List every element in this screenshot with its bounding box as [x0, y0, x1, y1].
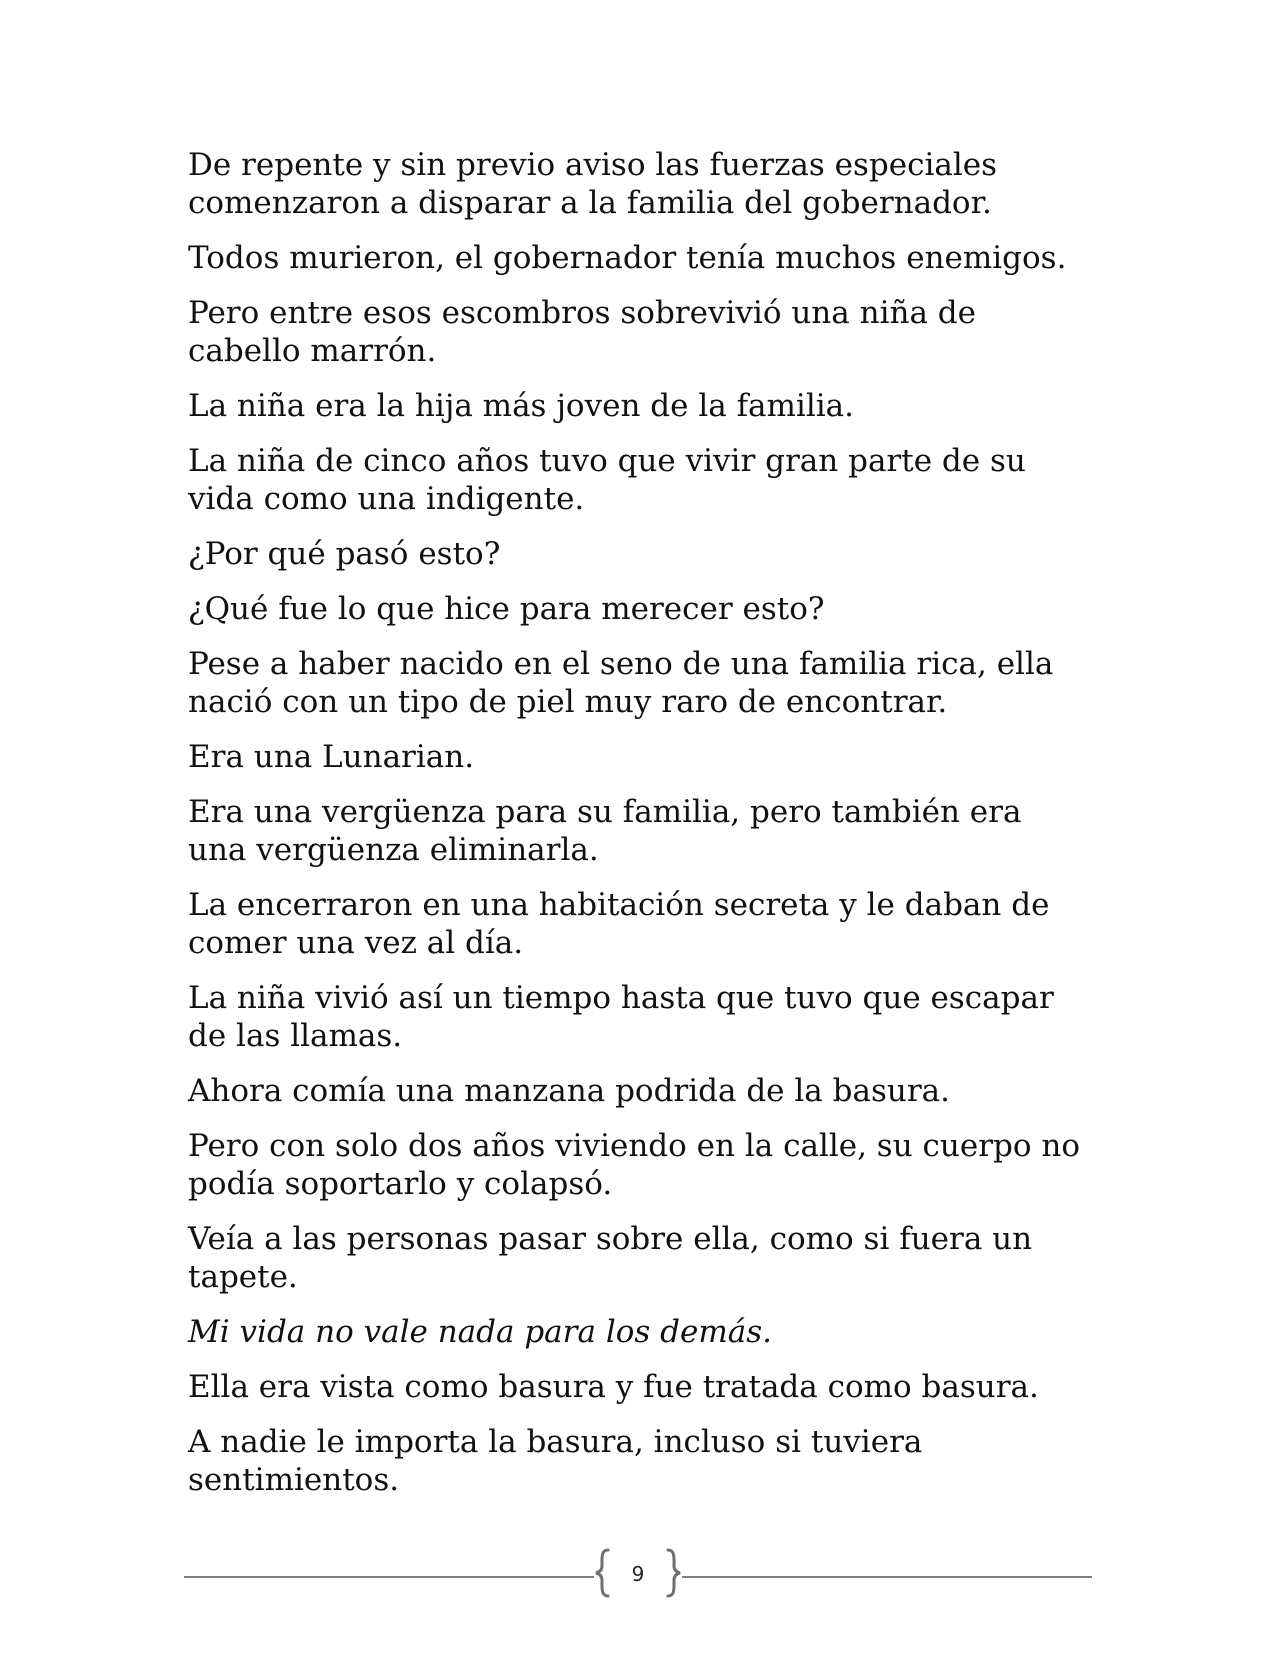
paragraph: La encerraron en una habitación secreta y le daban de comer una vez al día.: [188, 887, 1050, 961]
paragraph: Pero con solo dos años viviendo en la calle, su cuerpo no podía soportarlo y colapsó.: [188, 1128, 1081, 1202]
paragraph: Veía a las personas pasar sobre ella, como si fuera un tapete.: [188, 1221, 1033, 1295]
paragraph: Pero entre esos escombros sobrevivió una niña de cabello marrón.: [188, 295, 976, 369]
paragraph: Ahora comía una manzana podrida de la basura.: [188, 1073, 950, 1109]
paragraph: Pese a haber nacido en el seno de una familia rica, ella nació con un tipo de piel muy raro de encontrar.: [188, 646, 1054, 720]
paragraph: Todos murieron, el gobernador tenía muchos enemigos.: [188, 240, 1067, 276]
right-curly-bracket-icon: [664, 1548, 682, 1598]
paragraph: ¿Qué fue lo que hice para merecer esto?: [188, 591, 825, 627]
footer-rule-right: [682, 1576, 1092, 1578]
paragraph: La niña era la hija más joven de la familia.: [188, 388, 855, 424]
paragraph: ¿Por qué pasó esto?: [188, 536, 501, 572]
paragraph: Era una vergüenza para su familia, pero también era una vergüenza eliminarla.: [188, 794, 1022, 868]
paragraph: Ella era vista como basura y fue tratada como basura.: [188, 1369, 1039, 1405]
page-footer: [184, 1548, 1092, 1598]
footer-rule-left: [184, 1576, 594, 1578]
paragraph: La niña de cinco años tuvo que vivir gran parte de su vida como una indigente.: [188, 443, 1026, 517]
italic-paragraph: Mi vida no vale nada para los demás.: [188, 1314, 772, 1350]
paragraph: La niña vivió así un tiempo hasta que tuvo que escapar de las llamas.: [188, 980, 1054, 1054]
page-number-badge: [594, 1548, 682, 1598]
paragraph: Era una Lunarian.: [188, 739, 475, 775]
paragraph: A nadie le importa la basura, incluso si tuviera sentimientos.: [188, 1424, 923, 1498]
text-body: [188, 146, 1088, 1516]
page-number: 9: [631, 1562, 645, 1586]
paragraph: De repente y sin previo aviso las fuerzas especiales comenzaron a disparar a la familia del gobernador.: [188, 147, 998, 221]
